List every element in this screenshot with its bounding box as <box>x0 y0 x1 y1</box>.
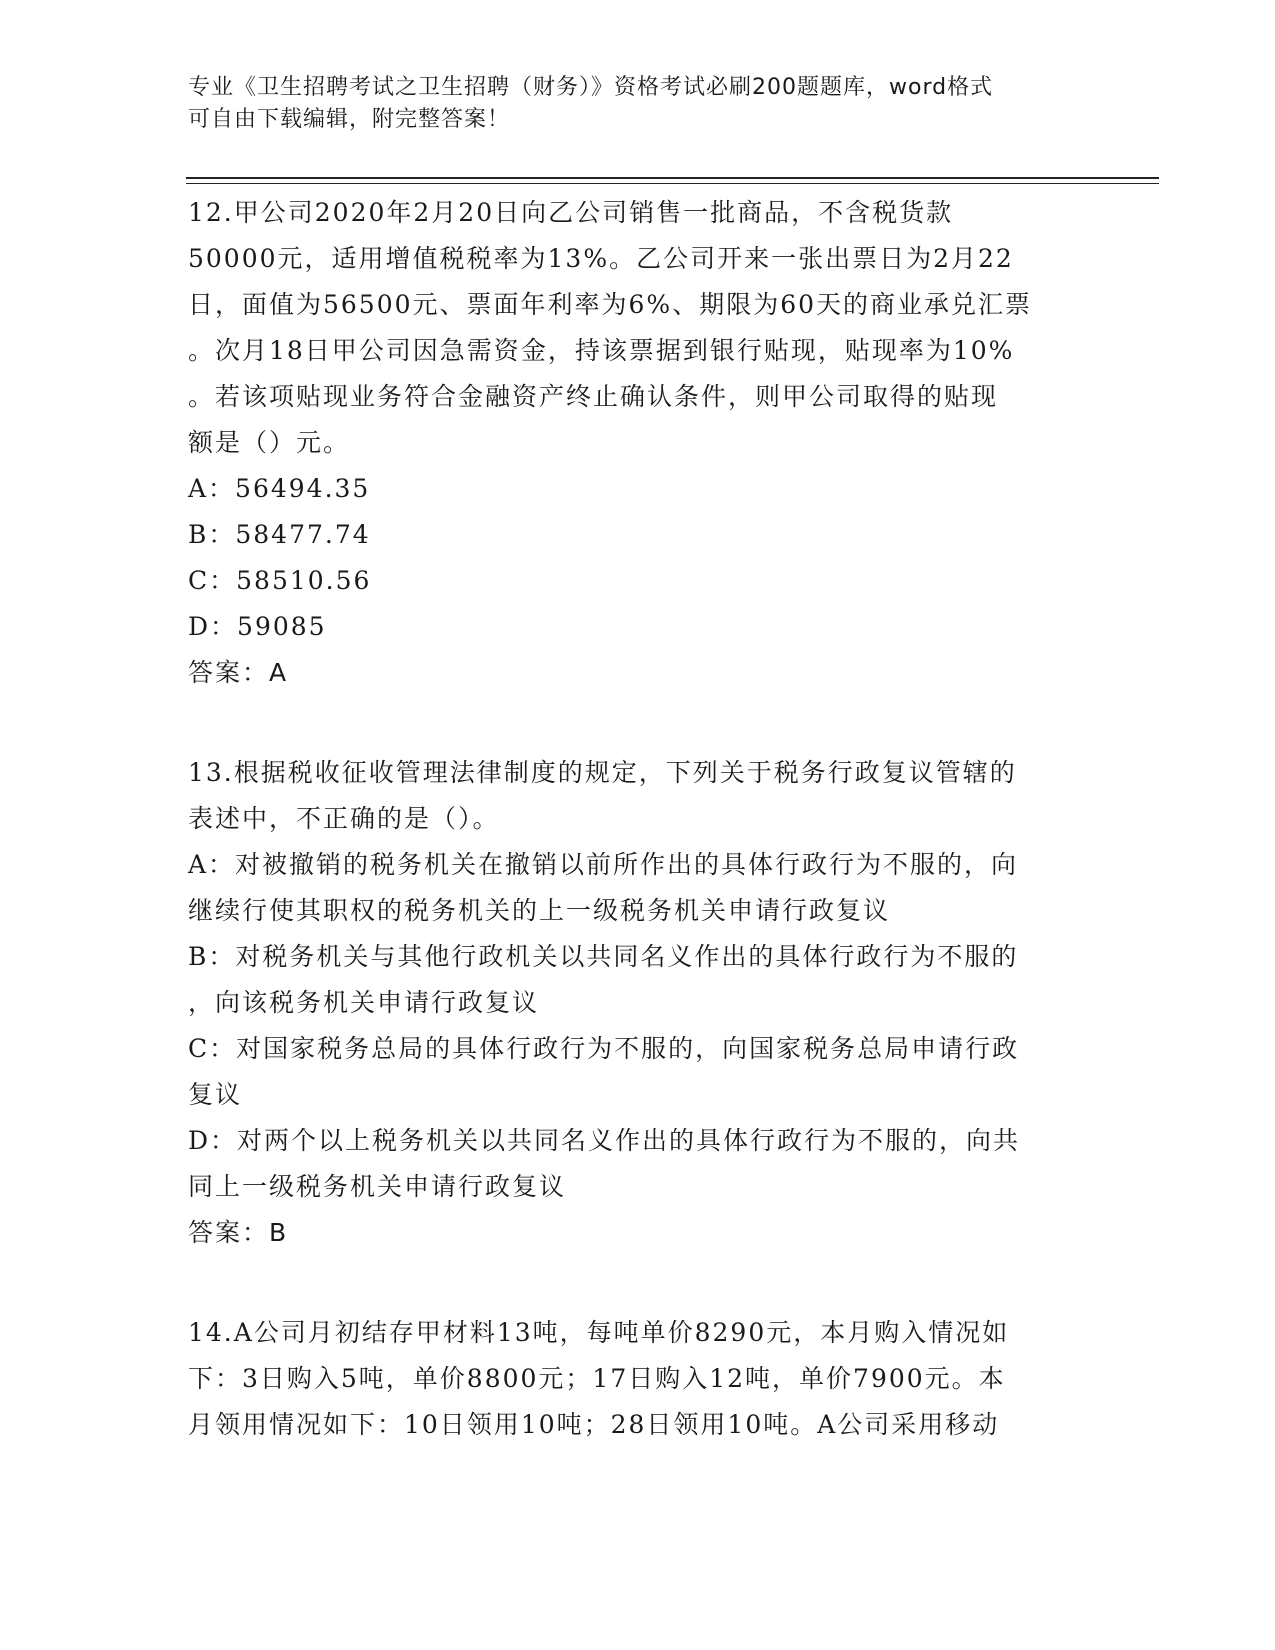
option-a-continued: 继续行使其职权的税务机关的上一级税务机关申请行政复议 <box>188 896 891 925</box>
option-d: D：对两个以上税务机关以共同名义作出的具体行政行为不服的，向共 <box>188 1126 1021 1155</box>
question-text-line: 表述中，不正确的是（）。 <box>188 804 500 833</box>
question-text-line: 12.甲公司2020年2月20日向乙公司销售一批商品，不含税货款 <box>188 198 954 227</box>
question-spacer <box>188 696 1088 750</box>
question-12 <box>188 190 1088 696</box>
question-spacer <box>188 1256 1088 1310</box>
question-text-line: 14.A公司月初结存甲材料13吨，每吨单价8290元，本月购入情况如 <box>188 1318 1010 1347</box>
option-a: A：对被撤销的税务机关在撤销以前所作出的具体行政行为不服的，向 <box>188 850 1019 879</box>
question-13 <box>188 750 1088 1256</box>
option-b: B：58477.74 <box>188 520 371 549</box>
option-d-continued: 同上一级税务机关申请行政复议 <box>188 1172 567 1201</box>
question-text-line: 13.根据税收征收管理法律制度的规定，下列关于税务行政复议管辖的 <box>188 758 1017 787</box>
question-text-line: 。次月18日甲公司因急需资金，持该票据到银行贴现，贴现率为10% <box>188 336 1015 365</box>
option-d: D：59085 <box>188 612 327 641</box>
option-b-continued: ，向该税务机关申请行政复议 <box>188 988 540 1017</box>
question-text-line: 50000元，适用增值税税率为13%。乙公司开来一张出票日为2月22 <box>188 244 1014 273</box>
document-body <box>188 190 1088 1448</box>
question-text-line: 。若该项贴现业务符合金融资产终止确认条件，则甲公司取得的贴现 <box>188 382 999 411</box>
header-divider-thick <box>186 177 1159 179</box>
header-line-1: 专业《卫生招聘考试之卫生招聘（财务）》资格考试必刷200题题库，word格式 <box>188 75 994 100</box>
option-a: A：56494.35 <box>188 474 371 503</box>
question-text-line: 额是（）元。 <box>188 428 351 457</box>
header-divider-thin <box>186 183 1159 184</box>
option-c-continued: 复议 <box>188 1080 243 1109</box>
question-text-line: 下：3日购入5吨，单价8800元；17日购入12吨，单价7900元。本 <box>188 1364 1006 1393</box>
answer: 答案：B <box>188 1218 289 1247</box>
document-header <box>188 72 1068 136</box>
option-b: B：对税务机关与其他行政机关以共同名义作出的具体行政行为不服的 <box>188 942 1019 971</box>
header-line-2: 可自由下载编辑，附完整答案！ <box>188 107 511 132</box>
question-text-line: 月领用情况如下：10日领用10吨；28日领用10吨。A公司采用移动 <box>188 1410 1000 1439</box>
option-c: C：对国家税务总局的具体行政行为不服的，向国家税务总局申请行政 <box>188 1034 1020 1063</box>
answer: 答案：A <box>188 658 289 687</box>
question-text-line: 日，面值为56500元、票面年利率为6%、期限为60天的商业承兑汇票 <box>188 290 1033 319</box>
option-c: C：58510.56 <box>188 566 372 595</box>
question-14 <box>188 1310 1088 1448</box>
